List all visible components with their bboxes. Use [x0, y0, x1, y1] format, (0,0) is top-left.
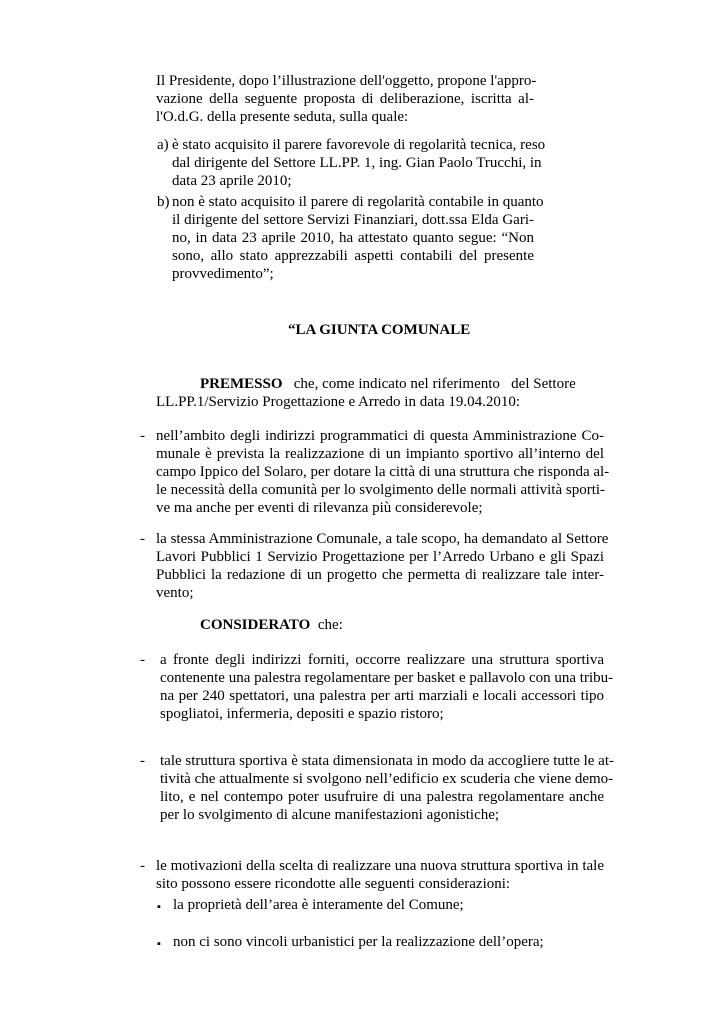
considerato-keyword: CONSIDERATO [200, 617, 311, 633]
dash-item-line: la stessa Amministrazione Comunale, a tale scopo, ha demandato al Settore [156, 531, 609, 547]
section-heading: “LA GIUNTA COMUNALE [288, 322, 471, 338]
dash-item-line: na per 240 spettatori, una palestra per arti marziali e locali accessori tipo [160, 688, 604, 704]
premesso-paragraph [156, 375, 604, 411]
dash-item-line: spogliatoi, infermeria, depositi e spazio ristoro; [160, 706, 444, 722]
item-b-line: sono, allo stato apprezzabili aspetti contabili del presente [172, 248, 534, 264]
dash-item-line: contenente una palestra regolamentare per basket e pallavolo con una tribu- [160, 670, 614, 686]
dash-item-line: Pubblici la redazione di un progetto che permetta di realizzare tale inter- [156, 567, 604, 583]
dash-item-line: tale struttura sportiva è stata dimensionata in modo da accogliere tutte le at- [160, 753, 615, 769]
dash-marker: - [140, 531, 145, 547]
premesso-line-2: LL.PP.1/Servizio Progettazione e Arredo in data 19.04.2010: [156, 394, 521, 410]
intro-line: Il Presidente, dopo l’illustrazione dell'oggetto, propone l'appro- [156, 73, 537, 89]
item-a-text [172, 136, 546, 190]
item-a-line: dal dirigente del Settore LL.PP. 1, ing. Gian Paolo Trucchi, in [172, 155, 542, 171]
premesso-line-1 [156, 375, 604, 393]
item-b-line: non è stato acquisito il parere di regolarità contabile in quanto [172, 194, 544, 210]
dash-marker: - [140, 858, 145, 874]
dash-item-line: vento; [156, 585, 194, 601]
intro-line: vazione della seguente proposta di deliberazione, iscritta al- [156, 91, 534, 107]
dash-marker: - [140, 753, 145, 769]
item-b-line: provvedimento”; [172, 266, 274, 282]
dash-item-line: tività che attualmente si svolgono nell’edificio ex scuderia che viene demo- [160, 771, 614, 787]
bullet-item: non ci sono vincoli urbanistici per la realizzazione dell’opera; [173, 934, 544, 950]
dash-item [156, 427, 610, 517]
item-b-line: no, in data 23 aprile 2010, ha attestato quanto segue: “Non [172, 230, 534, 246]
dash-item-line: ve ma anche per eventi di rilevanza più considerevole; [156, 500, 483, 516]
dash-item-line: nell’ambito degli indirizzi programmatici di questa Amministrazione Co- [156, 428, 604, 444]
dash-item-line: munale è prevista la realizzazione di un impianto sportivo all’interno del [156, 446, 604, 462]
dash-marker: - [140, 428, 145, 444]
intro-line: l'O.d.G. della presente seduta, sulla quale: [156, 109, 409, 125]
intro-paragraph [156, 72, 537, 126]
premesso-text: che, come indicato nel riferimento del Settore [293, 376, 576, 392]
dash-item-line: sito possono essere ricondotte alle seguenti considerazioni: [156, 876, 511, 892]
considerato-text: che: [317, 617, 343, 633]
dash-marker: - [140, 652, 145, 668]
bullet-marker: ▪ [157, 901, 161, 913]
item-a-line: è stato acquisito il parere favorevole di regolarità tecnica, reso [172, 137, 546, 153]
bullet-marker: ▪ [157, 938, 161, 950]
dash-item-line: Lavori Pubblici 1 Servizio Progettazione per l’Arredo Urbano e gli Spazi [156, 549, 604, 565]
item-b-line: il dirigente del settore Servizi Finanziari, dott.ssa Elda Gari- [172, 212, 534, 228]
dash-item [160, 752, 615, 824]
dash-item-line: lito, e nel contempo poter usufruire di una palestra regolamentare anche [160, 789, 604, 805]
item-a-marker: a) [157, 137, 169, 153]
item-b-marker: b) [157, 194, 170, 210]
bullet-item: la proprietà dell’area è interamente del Comune; [173, 897, 464, 913]
dash-item-line: per lo svolgimento di alcune manifestazioni agonistiche; [160, 807, 500, 823]
dash-item-line: campo Ippico del Solaro, per dotare la città di una struttura che risponda al- [156, 464, 610, 480]
dash-item-line: a fronte degli indirizzi forniti, occorre realizzare una struttura sportiva [160, 652, 604, 668]
dash-item [156, 857, 604, 893]
item-b-text [172, 193, 544, 283]
dash-item-line: le necessità della comunità per lo svolgimento delle normali attività sporti- [156, 482, 606, 498]
dash-item-line: le motivazioni della scelta di realizzare una nuova struttura sportiva in tale [156, 858, 604, 874]
premesso-keyword: PREMESSO [200, 376, 283, 392]
dash-item [160, 651, 614, 723]
considerato-line [200, 616, 343, 634]
item-a-line: data 23 aprile 2010; [172, 173, 292, 189]
dash-item [156, 530, 609, 602]
